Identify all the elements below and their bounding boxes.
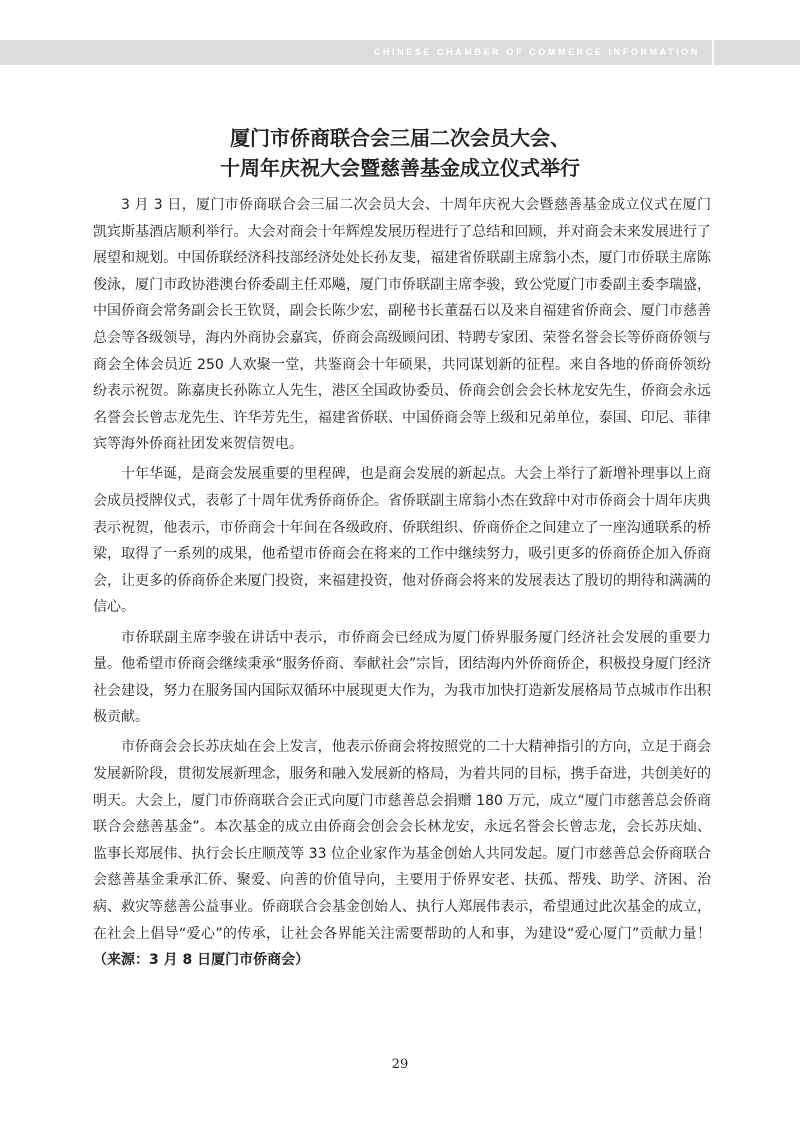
- article-title-line-1: 厦门市侨商联合会三届二次会员大会、: [230, 126, 570, 150]
- paragraph-4: [93, 734, 711, 973]
- article-title-line-2: 十周年庆祝大会暨慈善基金成立仪式举行: [220, 156, 580, 180]
- header-band: [0, 40, 800, 65]
- paragraph-4-text: 市侨商会会长苏庆灿在会上发言，他表示侨商会将按照党的二十大精神指引的方向，立足于商会发展新阶段，贯彻发展新理念，服务和融入发展新的格局，为着共同的目标，携手奋进，共创美好的明天。大会上，厦门市侨商联合会正式向厦门市慈善总会捐赠 180 万元，成立“厦门市慈善总会侨商联合会慈善基金”。本次基金的成立由侨商会创会会长林龙安，永远名誉会长曾志龙，会长苏庆灿、监事长郑展伟、执行会长庄顺茂等 33 位企业家作为基金创始人共同发起。厦门市慈善总会侨商联合会慈善基金秉承汇侨、聚爱、向善的价值导向，主要用于侨界安老、扶孤、帮残、助学、济困、治病、救灾等慈善公益事业。侨商联合会基金创始人、执行人郑展伟表示，希望通过此次基金的成立，在社会上倡导“爱心”的传承，让社会各界能关注需要帮助的人和事，为建设“爱心厦门”贡献力量！: [93, 739, 711, 942]
- article-body: [93, 192, 711, 977]
- page-number: 29: [391, 1057, 409, 1072]
- paragraph-2: 十年华诞，是商会发展重要的里程碑，也是商会发展的新起点。大会上举行了新增补理事以上商会成员授牌仪式，表彰了十周年优秀侨商侨企。省侨联副主席翁小杰在致辞中对市侨商会十周年庆典表示祝贺，他表示，市侨商会十年间在各级政府、侨联组织、侨商侨企之间建立了一座沟通联系的桥梁，取得了一系列的成果，他希望市侨商会在将来的工作中继续努力，吸引更多的侨商侨企加入侨商会，让更多的侨商侨企来厦门投资，来福建投资，他对侨商会将来的发展表达了殷切的期待和满满的信心。: [93, 466, 711, 616]
- paragraph-1: 3 月 3 日，厦门市侨商联合会三届二次会员大会、十周年庆祝大会暨慈善基金成立仪式在厦门凯宾斯基酒店顺利举行。大会对商会十年辉煌发展历程进行了总结和回顾，并对商会未来发展进行了展望和规划。中国侨联经济科技部经济处处长孙友斐，福建省侨联副主席翁小杰，厦门市侨联主席陈俊泳，厦门市政协港澳台侨委副主任邓飚，厦门市侨联副主席李骏，致公党厦门市委副主委李瑞盛，中国侨商会常务副会长王钦贤，副会长陈少宏，副秘书长董磊石以及来自福建省侨商会、厦门市慈善总会等各级领导，海内外商协会嘉宾，侨商会高级顾问团、特聘专家团、荣誉名誉会长等侨商侨领与商会全体会员近 250 人欢聚一堂，共鉴商会十年硕果，共同谋划新的征程。来自各地的侨商侨领纷纷表示祝贺。陈嘉庚长孙陈立人先生，港区全国政协委员、侨商会创会会长林龙安先生，侨商会永远名誉会长曾志龙先生、许华芳先生，福建省侨联、中国侨商会等上级和兄弟单位，泰国、印尼、菲律宾等海外侨商社团发来贺信贺电。: [93, 197, 711, 453]
- header-title: CHINESE CHAMBER OF COMMERCE INFORMATION: [373, 47, 700, 57]
- article-source: （来源：3 月 8 日厦门市侨商会）: [93, 952, 310, 969]
- paragraph-3: 市侨联副主席李骏在讲话中表示，市侨商会已经成为厦门侨界服务厦门经济社会发展的重要力量。他希望市侨商会继续秉承“服务侨商、奉献社会”宗旨，团结海内外侨商侨企，积极投身厦门经济社会建设，努力在服务国内国际双循环中展现更大作为，为我市加快打造新发展格局节点城市作出积极贡献。: [93, 629, 711, 726]
- header-accent-bar: [712, 40, 714, 65]
